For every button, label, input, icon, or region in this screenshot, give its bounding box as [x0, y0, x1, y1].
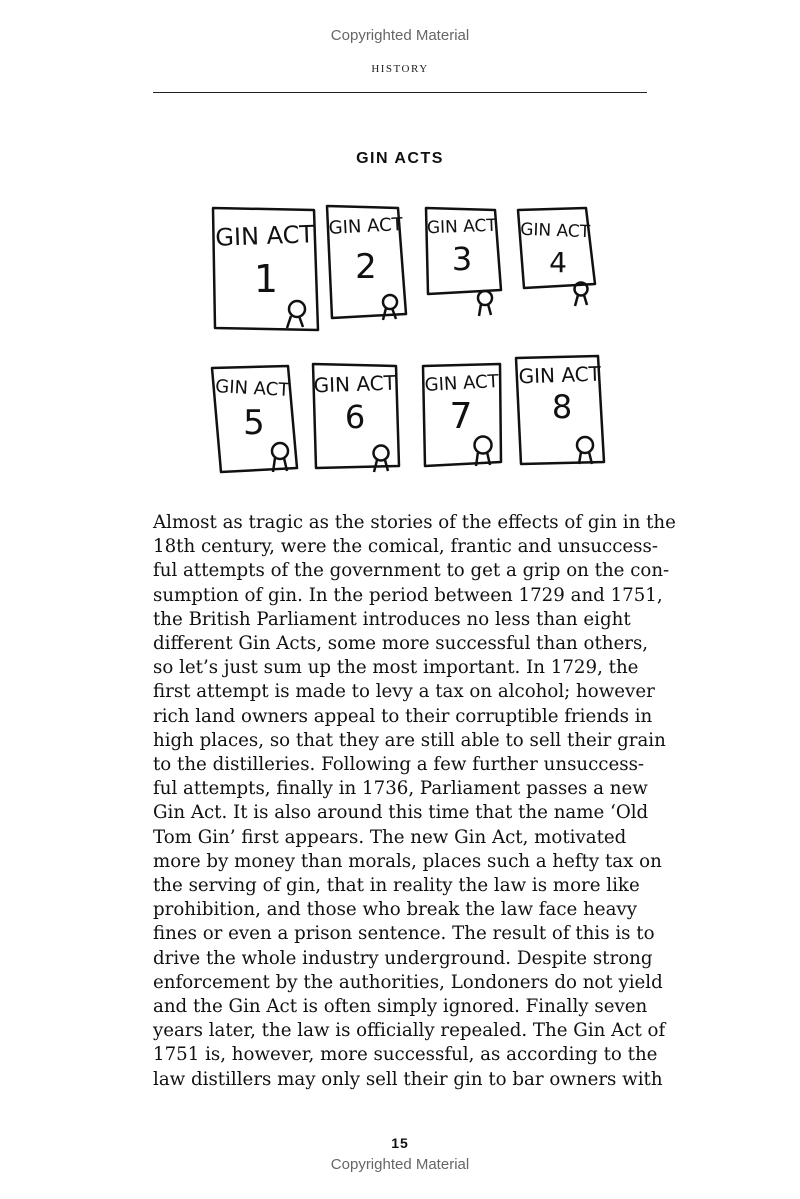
body-line: enforcement by the authorities, Londoners do not yield [153, 971, 663, 993]
card-6-label: GIN ACT [313, 370, 397, 398]
body-line: ful attempts of the government to get a grip on the con- [153, 560, 670, 582]
watermark-top: Copyrighted Material [330, 27, 470, 44]
body-line: Gin Act. It is also around this time that the name ‘Old [153, 802, 649, 824]
card-1-label: GIN ACT [214, 220, 315, 252]
card-1-number: 1 [253, 257, 279, 301]
body-paragraph [153, 511, 676, 1092]
card-7-number: 7 [449, 396, 473, 437]
card-8-label: GIN ACT [518, 361, 602, 389]
card-2-label: GIN ACT [328, 214, 404, 239]
body-line: more by money than morals, places such a hefty tax on [153, 850, 662, 872]
body-line: 18th century, were the comical, frantic and unsuccess- [153, 536, 658, 558]
body-line: different Gin Acts, some more successful than others, [153, 633, 649, 655]
watermark-bottom: Copyrighted Material [330, 1156, 470, 1173]
body-line: drive the whole industry underground. Despite strong [153, 947, 653, 969]
body-line: so let’s just sum up the most important. In 1729, the [153, 657, 639, 679]
card-4-label: GIN ACT [519, 219, 591, 243]
body-line: the serving of gin, that in reality the law is more like [153, 875, 640, 897]
card-3-number: 3 [451, 240, 473, 278]
body-line: sumption of gin. In the period between 1729 and 1751, [153, 584, 663, 606]
card-3-label: GIN ACT [426, 215, 498, 239]
card-2-number: 2 [355, 247, 377, 287]
body-line: to the distilleries. Following a few further unsuccess- [153, 754, 645, 776]
card-5-label: GIN ACT [214, 376, 290, 401]
page-number: 15 [391, 1135, 409, 1151]
section-title: GIN ACTS [356, 150, 444, 167]
body-line: years later, the law is officially repealed. The Gin Act of [153, 1020, 666, 1042]
gin-acts-illustration [200, 196, 610, 496]
card-8-number: 8 [551, 388, 573, 426]
body-line: ful attempts, finally in 1736, Parliament passes a new [153, 778, 648, 800]
body-line: Tom Gin’ first appears. The new Gin Act, motivated [153, 826, 627, 848]
body-line: Almost as tragic as the stories of the effects of gin in the [153, 512, 676, 533]
body-line: rich land owners appeal to their corruptible friends in [153, 705, 653, 727]
card-5-number: 5 [243, 403, 265, 443]
body-line: the British Parliament introduces no less than eight [153, 608, 631, 630]
body-line: fines or even a prison sentence. The result of this is to [153, 923, 655, 945]
running-head: HISTORY [371, 63, 429, 75]
body-line: high places, so that they are still able to sell their grain [153, 729, 666, 751]
body-line: first attempt is made to levy a tax on alcohol; however [153, 681, 655, 703]
body-line: 1751 is, however, more successful, as according to the [153, 1044, 658, 1066]
card-7-label: GIN ACT [424, 371, 500, 396]
body-line: and the Gin Act is often simply ignored. Finally seven [153, 996, 648, 1018]
body-line: prohibition, and those who break the law face heavy [153, 899, 637, 921]
body-line: law distillers may only sell their gin to bar owners with [153, 1068, 663, 1090]
card-4-number: 4 [549, 246, 567, 279]
header-rule [153, 92, 647, 93]
card-6-number: 6 [344, 398, 366, 436]
